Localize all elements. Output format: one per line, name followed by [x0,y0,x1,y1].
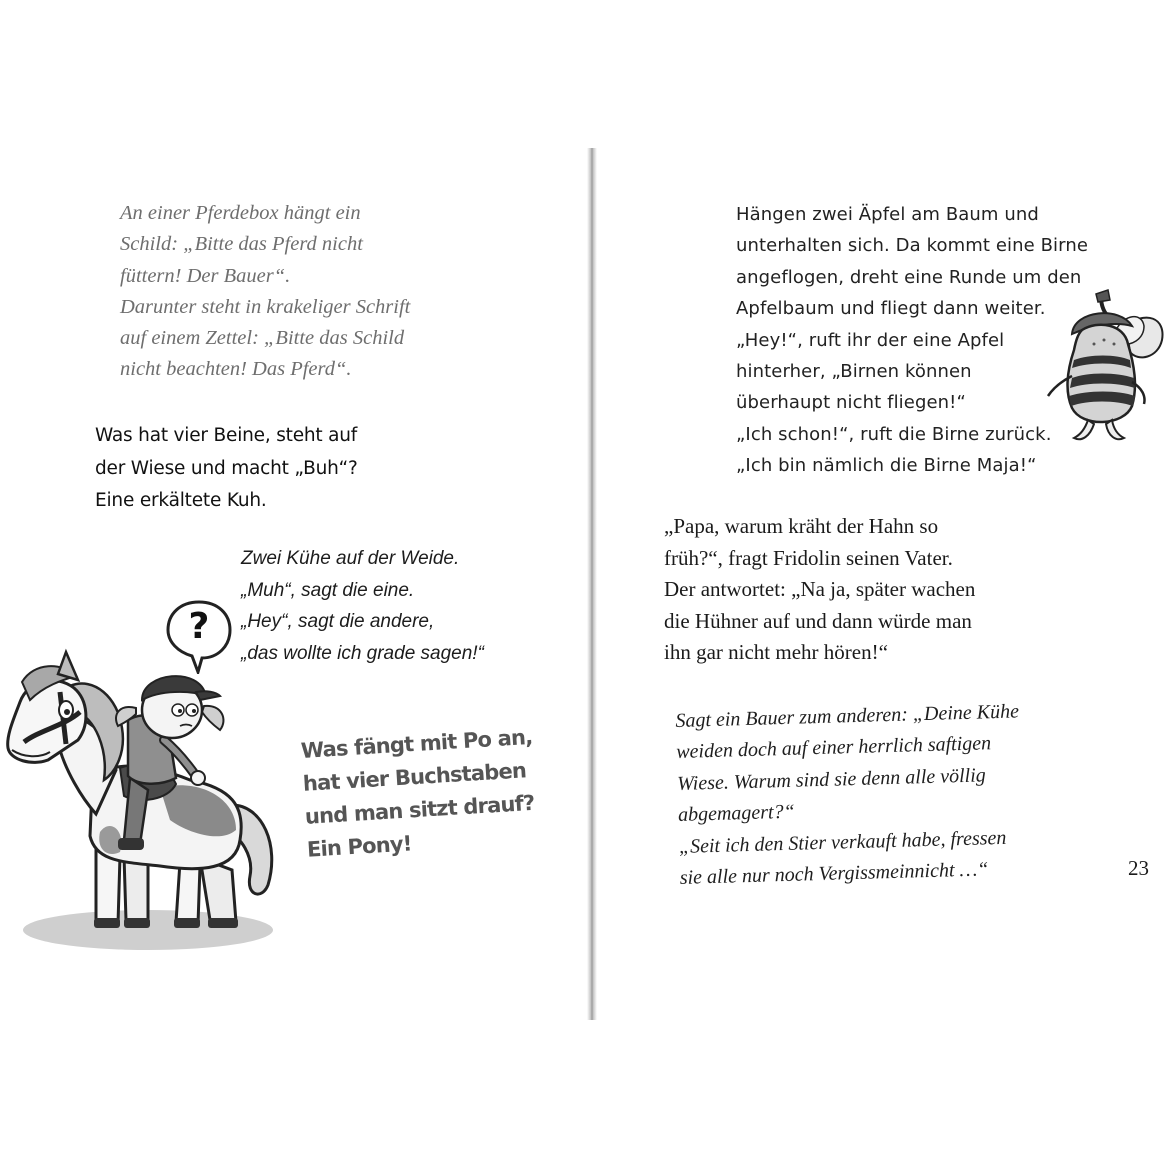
joke-line: Apfelbaum und fliegt dann weiter. [736,298,1046,320]
joke-pony [300,721,539,867]
joke-line: Darunter steht in krakeliger Schrift [120,295,411,318]
pony-rider-illustration [0,600,300,960]
joke-line: „Ich bin nämlich die Birne Maja!“ [736,455,1037,477]
joke-line: nicht beachten! Das Pferd“. [120,358,352,381]
joke-line: „Papa, warum kräht der Hahn so [664,514,939,538]
joke-line: An einer Pferdebox hängt ein [120,202,361,224]
book-gutter [587,148,597,1020]
joke-bauer [675,696,1024,894]
joke-line: überhaupt nicht fliegen!“ [736,392,966,414]
joke-hahn [664,511,975,669]
joke-line: Was hat vier Beine, steht auf [95,425,358,446]
joke-line: Eine erkältete Kuh. [95,490,267,511]
joke-line: Was fängt mit Po an, [300,724,533,763]
joke-line: auf einem Zettel: „Bitte das Schild [120,327,405,350]
joke-line: angeflogen, dreht eine Runde um den [736,266,1082,288]
joke-line: hinterher, „Birnen können [736,361,972,383]
joke-line: abgemagert?“ [677,800,795,827]
joke-line: ihn gar nicht mehr hören!“ [664,640,888,664]
joke-line: „Hey!“, ruft ihr der eine Apfel [736,329,1005,351]
joke-pferdebox [120,198,410,386]
joke-line: Wiese. Warum sind sie denn alle völlig [676,764,987,795]
speech-bubble [164,598,234,668]
joke-line: „Seit ich den Stier verkauft habe, fressen [678,826,1007,858]
joke-line: Hängen zwei Äpfel am Baum und [736,204,1039,225]
joke-line: Der antwortet: „Na ja, später wachen [664,577,976,601]
joke-line: sie alle nur noch Vergissmeinnicht …“ [679,858,989,889]
right-page [598,0,1169,1169]
joke-line: füttern! Der Bauer“. [120,264,291,287]
joke-line: „das wollte ich grade sagen!“ [241,642,484,664]
joke-line: früh?“, fragt Fridolin seinen Vater. [664,545,953,570]
joke-line: unterhalten sich. Da kommt eine Birne [736,235,1089,257]
speech-bubble-question-mark: ? [188,606,210,647]
page-number: 23 [1128,856,1149,880]
pear-bee-illustration [1038,286,1168,448]
joke-line: Zwei Kühe auf der Weide. [241,548,460,569]
joke-line: hat vier Buchstaben [302,758,527,796]
joke-line: die Hühner auf und dann würde man [664,608,972,633]
joke-line: Ein Pony! [306,831,413,862]
joke-line: und man sitzt drauf? [304,790,536,829]
joke-line: weiden doch auf einer herrlich saftigen [675,732,992,764]
joke-birne [736,199,1088,482]
joke-line: Schild: „Bitte das Pferd nicht [120,233,363,256]
joke-kuh [95,420,358,518]
joke-line: „Muh“, sagt die eine. [241,579,415,601]
joke-line: „Ich schon!“, ruft die Birne zurück. [736,423,1052,445]
joke-line: Sagt ein Bauer zum anderen: „Deine Kühe [675,700,1020,732]
joke-line: „Hey“, sagt die andere, [241,611,435,632]
joke-line: der Wiese und macht „Buh“? [95,457,358,479]
